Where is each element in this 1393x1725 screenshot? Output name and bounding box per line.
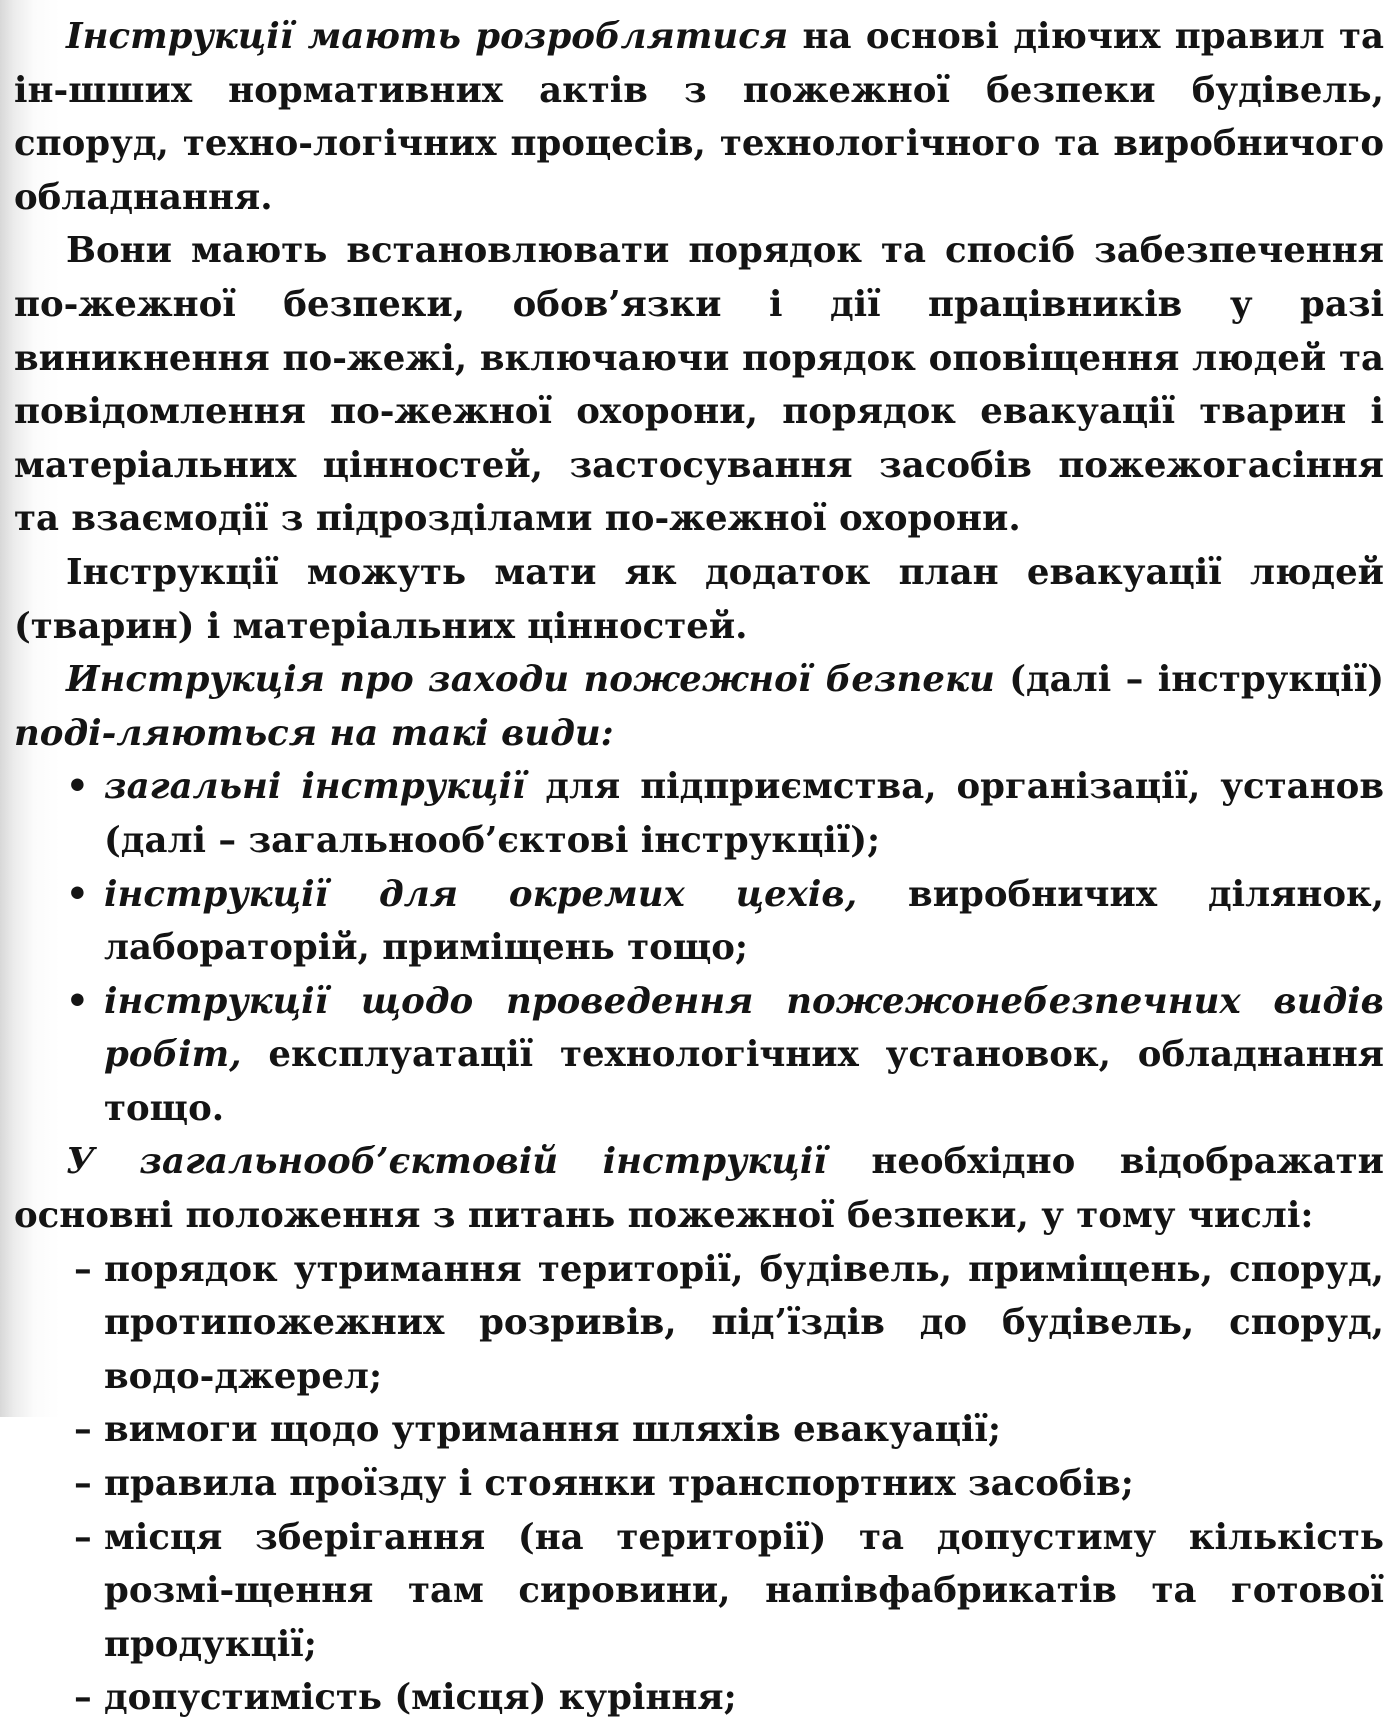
dash-item-text: допустимість (місця) куріння; bbox=[104, 1677, 737, 1719]
dash-item bbox=[14, 1243, 1384, 1404]
dash-item bbox=[14, 1671, 1384, 1725]
paragraph-1-text: на основі діючих правил та ін-шших нормативних актів з пожежної безпеки будівель, споруд, техно-логічних процесів, технологічного та виробничого обладнання. bbox=[14, 16, 1384, 218]
bullet-item-text: експлуатації технологічних установок, обладнання тощо. bbox=[104, 1034, 1384, 1129]
dash-marker: – bbox=[74, 1677, 92, 1719]
bullet-list bbox=[14, 760, 1384, 1135]
bullet-item-text: виробничих ділянок, лабораторій, приміщень тощо; bbox=[104, 873, 1385, 969]
dash-marker: – bbox=[74, 1516, 92, 1558]
dash-item-text: вимоги щодо утримання шляхів евакуації; bbox=[104, 1409, 1002, 1451]
paragraph-1 bbox=[14, 10, 1384, 224]
dash-marker: – bbox=[74, 1248, 92, 1290]
bullet-item-text: для підприємства, організації, установ (далі – загальнооб’єктові інструкції); bbox=[104, 766, 1384, 861]
dash-marker: – bbox=[74, 1463, 92, 1505]
bullet-item bbox=[14, 760, 1384, 867]
dash-item bbox=[14, 1403, 1384, 1457]
dash-marker: – bbox=[74, 1409, 92, 1451]
dash-item-text: правила проїзду і стоянки транспортних засобів; bbox=[104, 1463, 1134, 1505]
paragraph-2: Вони мають встановлювати порядок та спосіб забезпечення по-жежної безпеки, обов’язки і дії працівників у разі виникнення по-жежі, включаючи порядок оповіщення людей та повідомлення по-жежної охорони, порядок евакуації тварин і матеріальних цінностей, застосування засобів пожежогасіння та взаємодії з підрозділами по-жежної охорони. bbox=[14, 230, 1384, 540]
bullet-marker: • bbox=[66, 873, 89, 915]
bullet-item bbox=[14, 975, 1384, 1136]
dash-item-text: місця зберігання (на території) та допустиму кількість розмі-щення там сировини, напівфабрикатів та готової продукції; bbox=[104, 1516, 1384, 1665]
dash-item bbox=[14, 1457, 1384, 1511]
bullet-marker: • bbox=[66, 980, 89, 1022]
paragraph-4-text: (далі – інструкції) bbox=[994, 659, 1384, 701]
page-text bbox=[14, 10, 1384, 1725]
bullet-item-italic: інструкції щодо проведення пожежонебезпечних видів робіт, bbox=[104, 980, 1384, 1076]
dash-list bbox=[14, 1243, 1384, 1725]
paragraph-5-text: необхідно відображати основні положення з питань пожежної безпеки, у тому числі: bbox=[14, 1141, 1384, 1237]
bullet-marker: • bbox=[66, 766, 89, 808]
paragraph-5-italic: У загальнооб’єктовій інструкції bbox=[66, 1141, 827, 1183]
paragraph-4-italic-1: Инструкція про заходи пожежної безпеки bbox=[66, 659, 995, 701]
dash-item bbox=[14, 1511, 1384, 1672]
bullet-item bbox=[14, 868, 1384, 975]
dash-item-text: порядок утримання території, будівель, приміщень, споруд, протипожежних розривів, під’їздів до будівель, споруд, водо-джерел; bbox=[104, 1248, 1384, 1397]
bullet-item-italic: загальні інструкції bbox=[104, 766, 526, 808]
bullet-item-italic: інструкції для окремих цехів, bbox=[104, 873, 858, 915]
paragraph-4 bbox=[14, 653, 1384, 760]
paragraph-5 bbox=[14, 1135, 1384, 1242]
paragraph-1-italic: Інструкції мають розроблятися bbox=[66, 16, 789, 57]
paragraph-4-italic-2: поді-ляються на такі види: bbox=[14, 712, 614, 754]
paragraph-3: Інструкції можуть мати як додаток план евакуації людей (тварин) і матеріальних цінностей. bbox=[14, 551, 1384, 647]
